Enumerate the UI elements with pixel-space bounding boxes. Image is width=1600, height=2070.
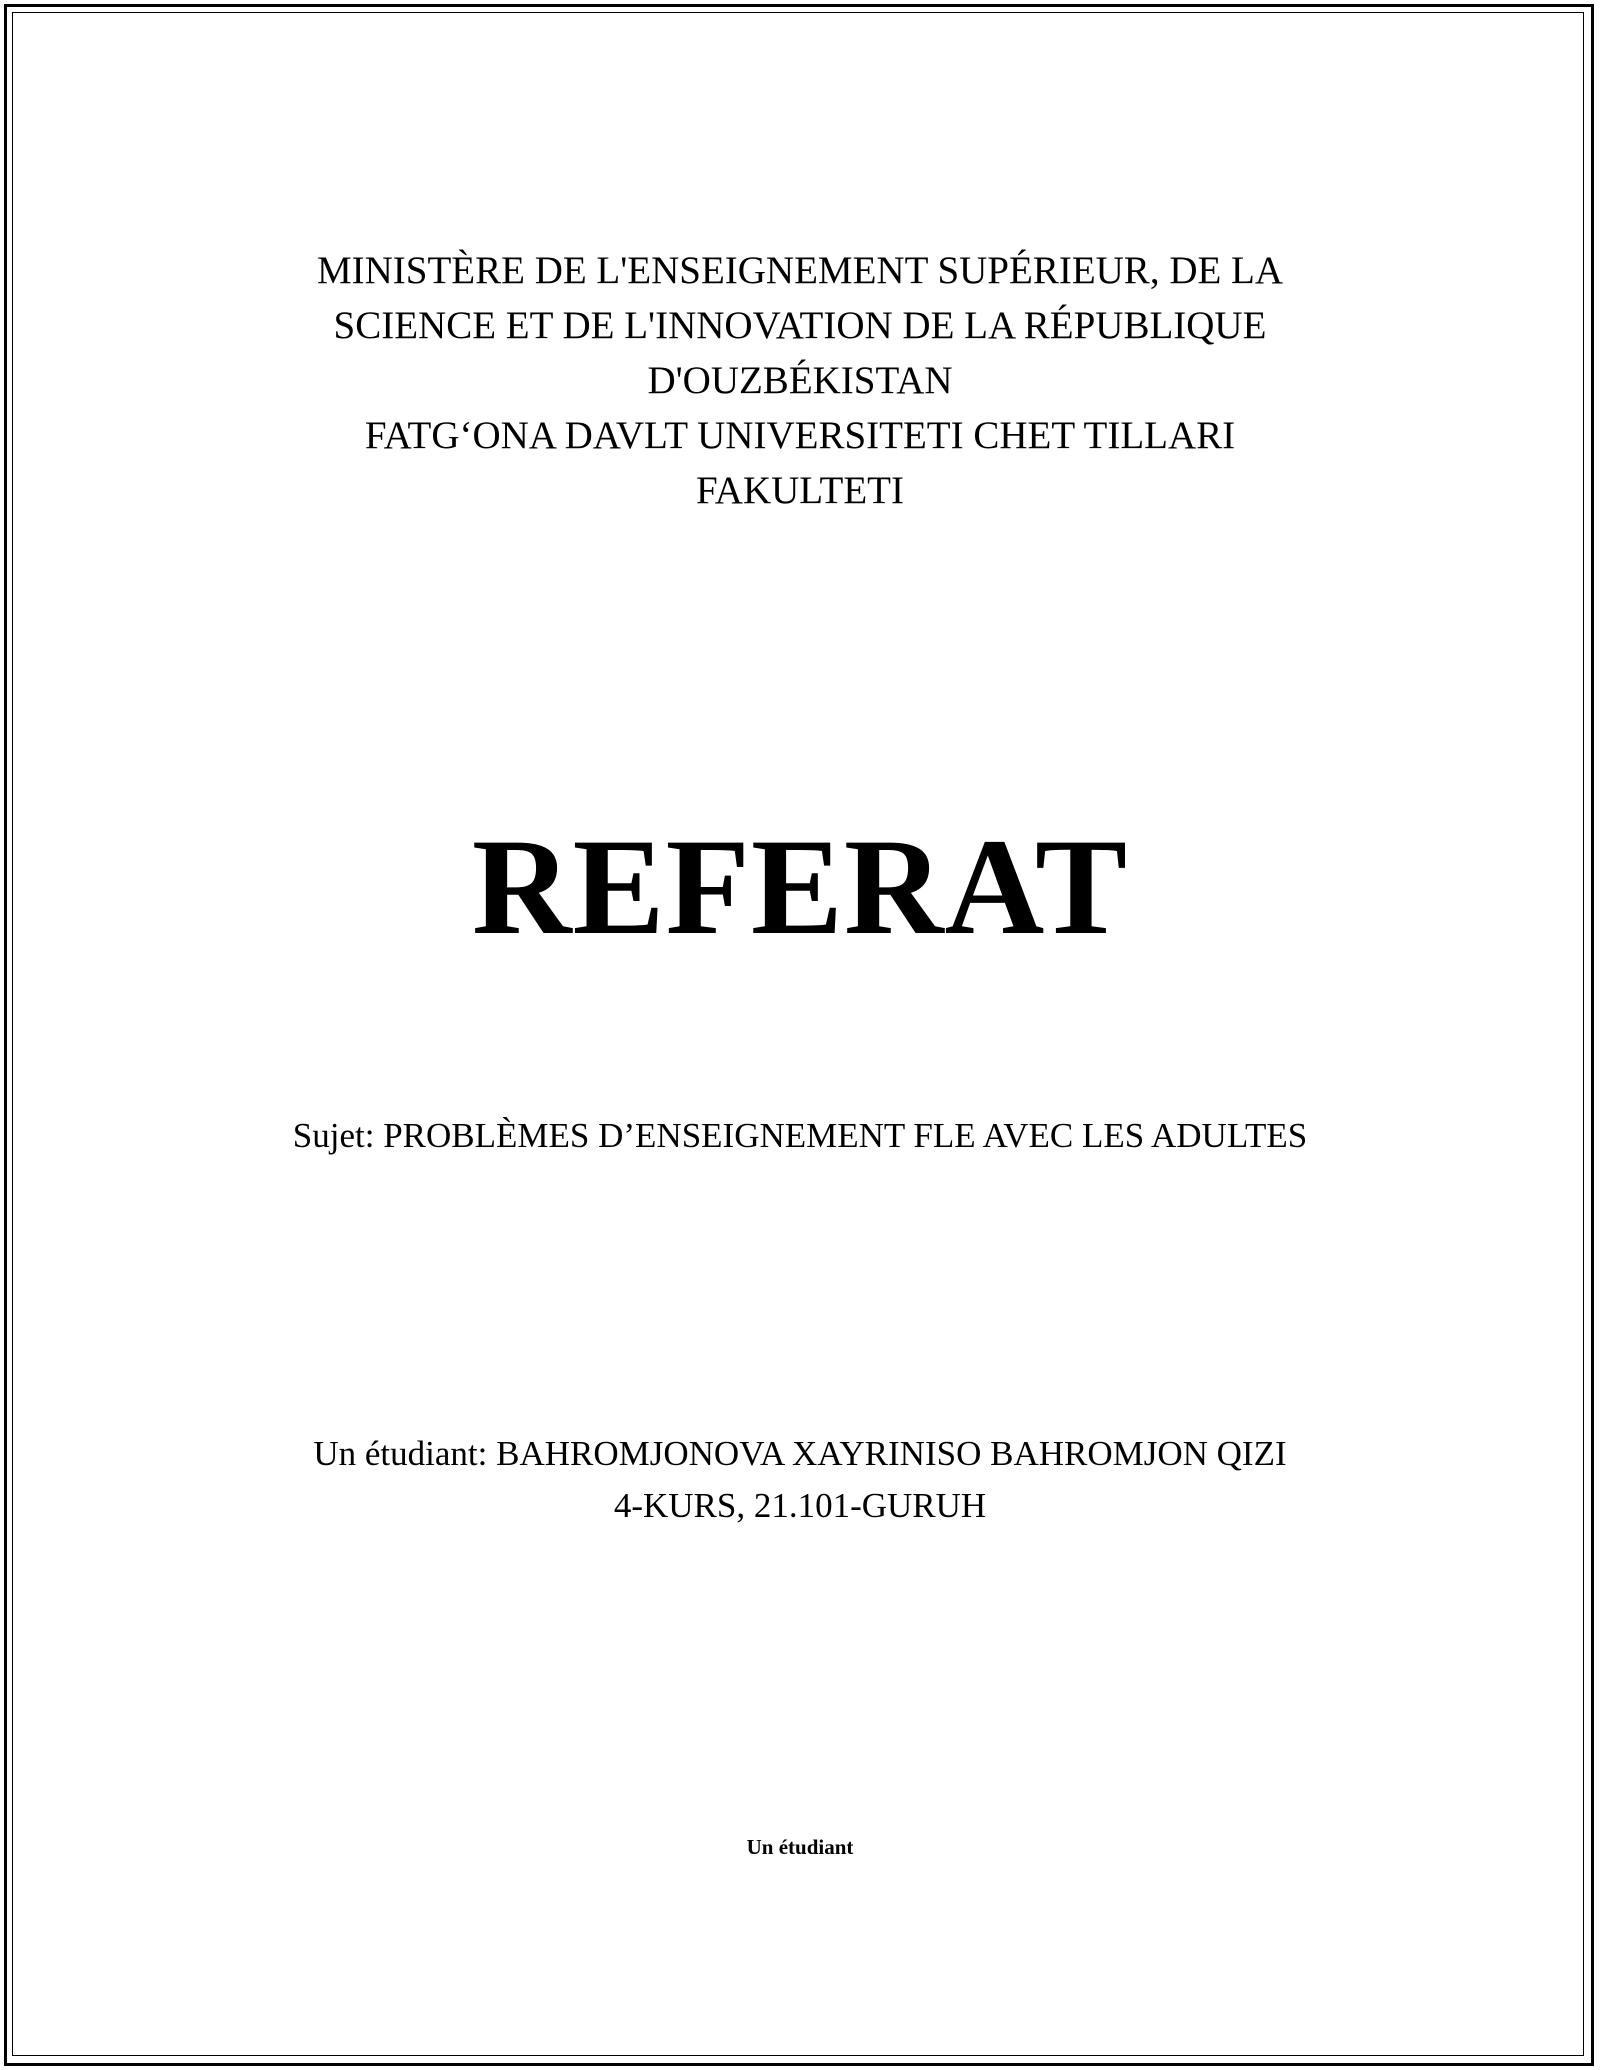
institution-line: D'OUZBÉKISTAN [647, 359, 953, 402]
student-group: 4-KURS, 21.101-GURUH [613, 1486, 987, 1525]
footer-label: Un étudiant [746, 1835, 854, 1859]
student-name: Un étudiant: BAHROMJONOVA XAYRINISO BAHROMJON QIZI [313, 1434, 1287, 1473]
institution-header [0, 243, 1600, 518]
faculty-line: FAKULTETI [696, 469, 904, 512]
institution-line: SCIENCE ET DE L'INNOVATION DE LA RÉPUBLIQUE [333, 304, 1267, 347]
student-info [0, 1428, 1600, 1532]
institution-line: MINISTÈRE DE L'ENSEIGNEMENT SUPÉRIEUR, DE LA [316, 249, 1284, 292]
faculty-line: FATG‘ONA DAVLT UNIVERSITETI CHET TILLARI [364, 414, 1236, 457]
subject-line: Sujet: PROBLÈMES D’ENSEIGNEMENT FLE AVEC LES ADULTES [292, 1116, 1308, 1155]
document-title: REFERAT [471, 810, 1129, 963]
